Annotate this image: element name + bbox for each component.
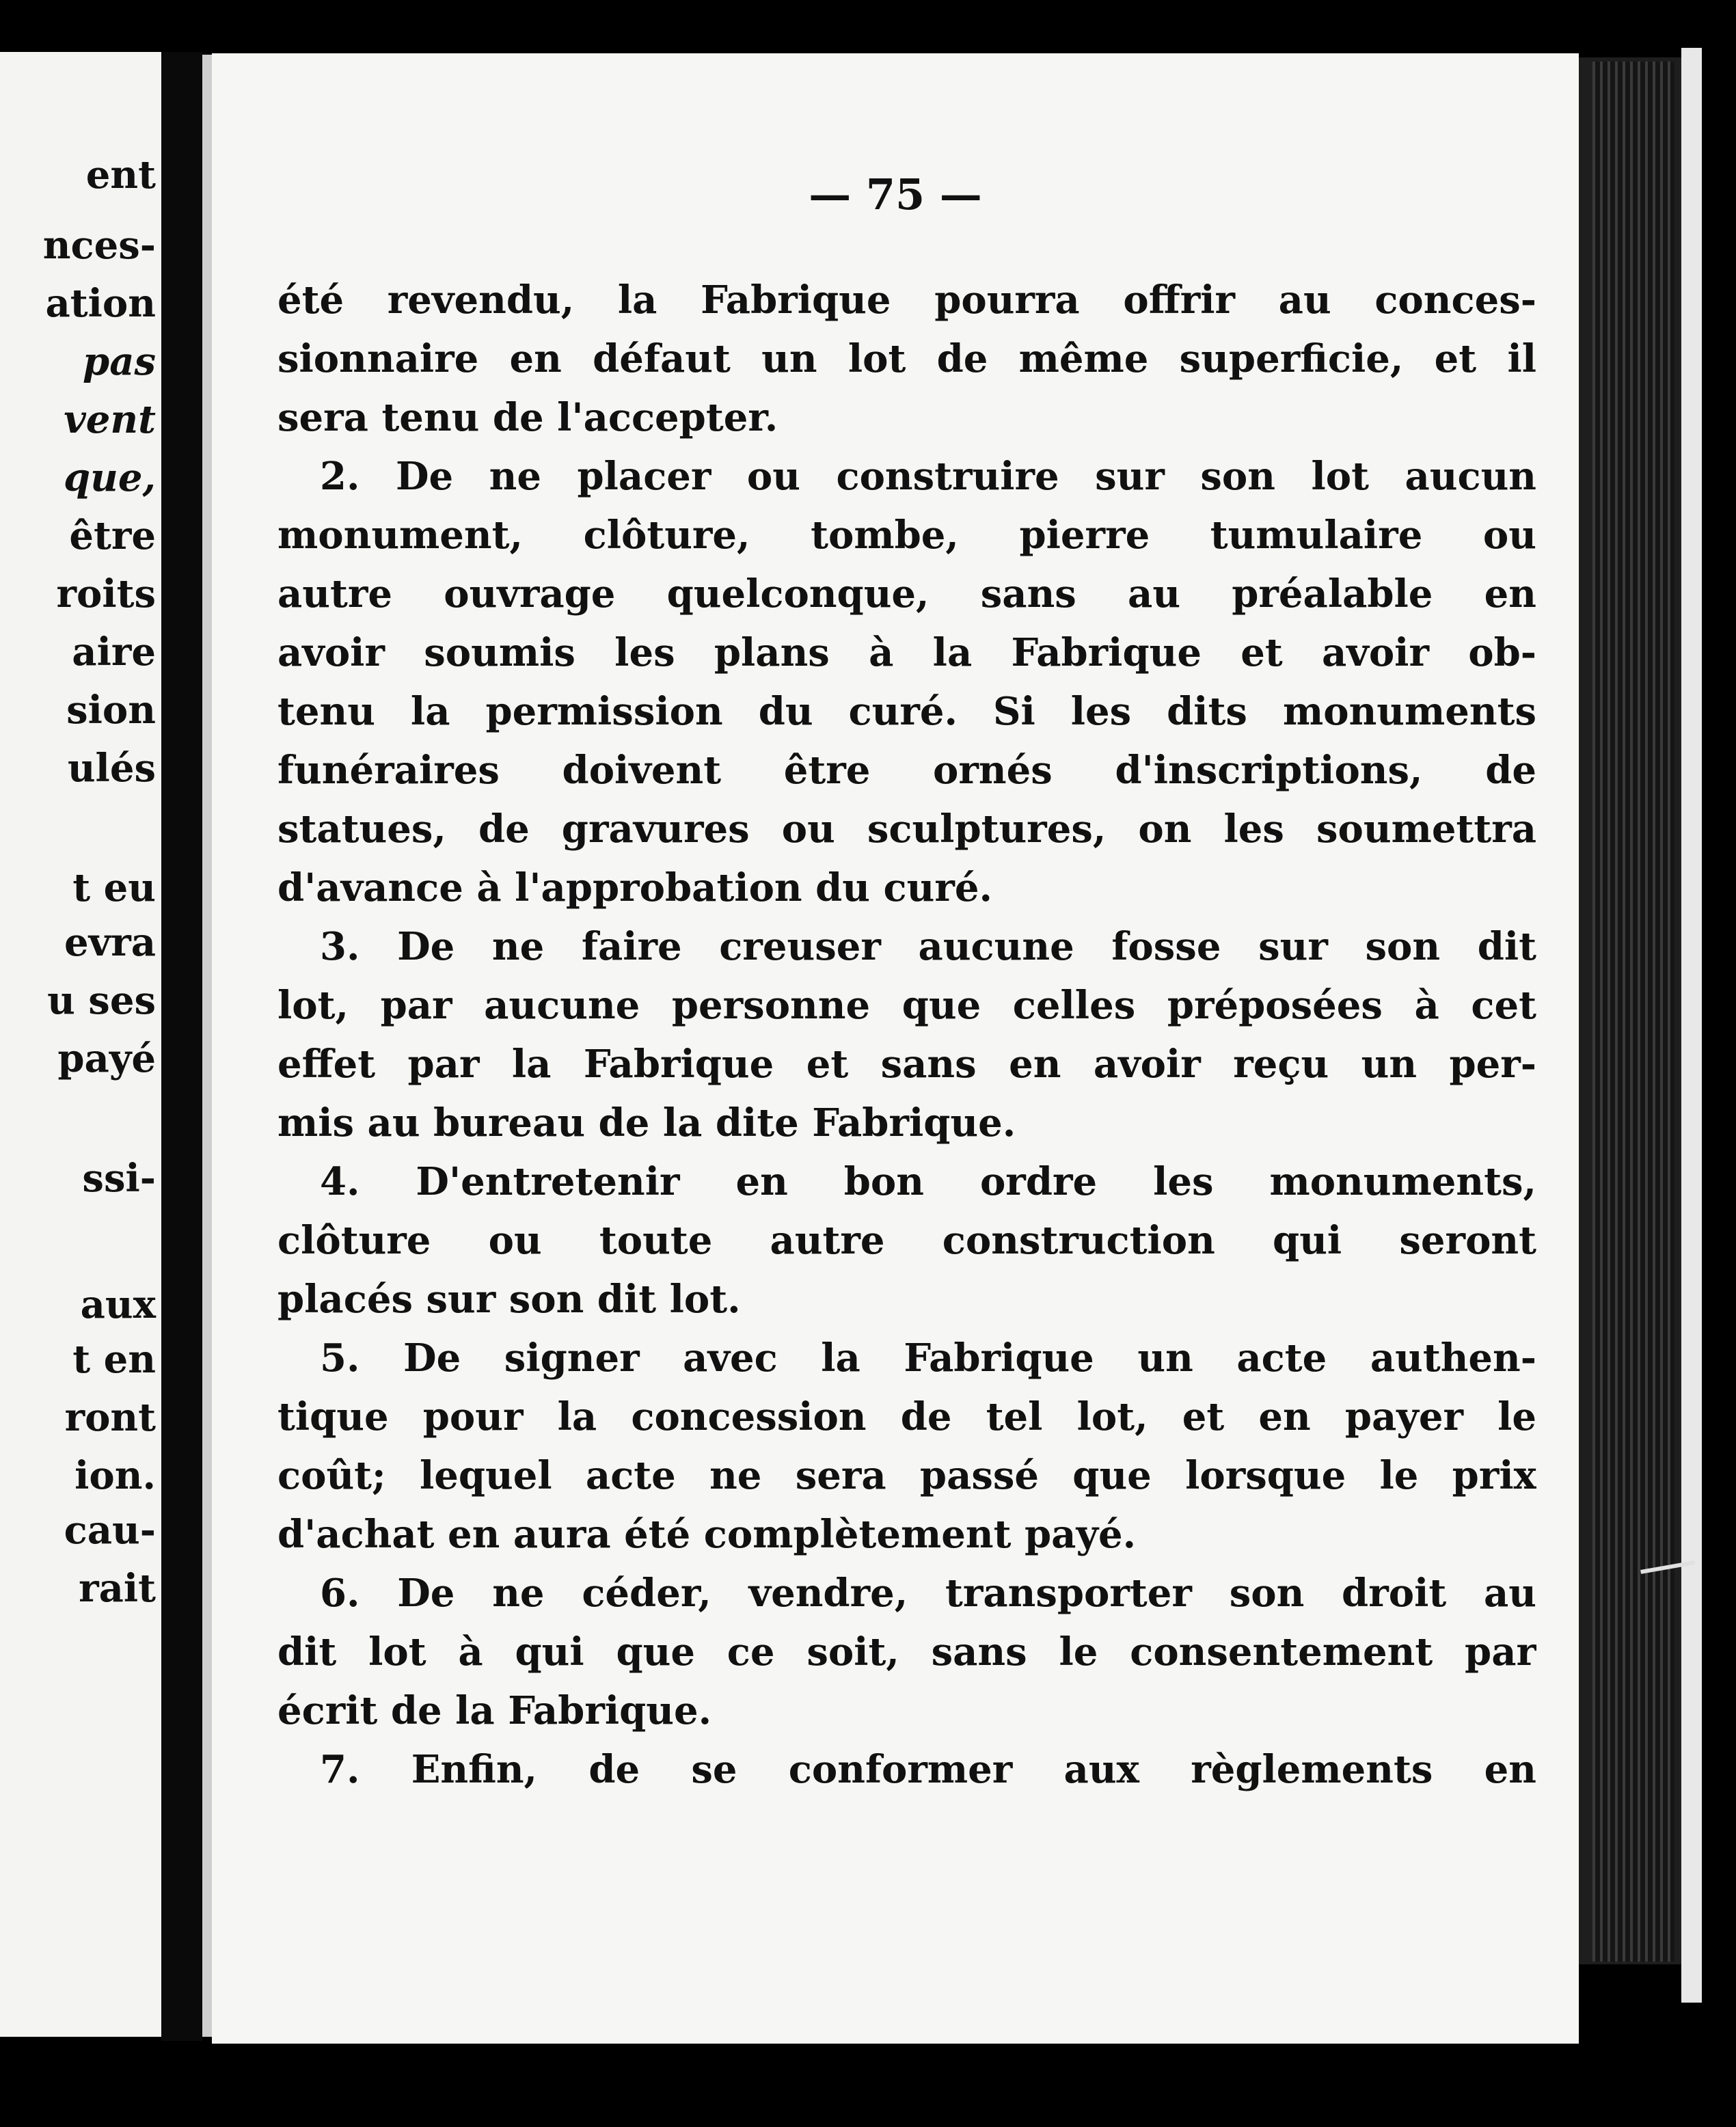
paragraph — [277, 1740, 1536, 1799]
left-page-fragment: evra — [64, 920, 156, 965]
left-page-fragment: aire — [72, 629, 156, 675]
left-page-fragment: vent — [64, 397, 156, 442]
text-line: 4. D'entretenir en bon ordre les monuments, — [320, 1159, 1536, 1204]
book-page — [212, 53, 1579, 2044]
text-line: coût; lequel acte ne sera passé que lorsque le prix — [277, 1453, 1536, 1498]
text-line: 5. De signer avec la Fabrique un acte authen- — [320, 1336, 1536, 1381]
left-page-fragment: ssi- — [82, 1156, 156, 1201]
text-line: dit lot à qui que ce soit, sans le consentement par — [277, 1629, 1536, 1675]
stacked-pages-edge — [1592, 62, 1674, 1962]
left-page-fragment: aux — [80, 1282, 156, 1327]
text-line: clôture ou toute autre construction qui seront — [277, 1218, 1536, 1263]
left-page-fragment: ation — [45, 281, 156, 326]
left-page-fragment: que, — [64, 455, 156, 500]
book-cover-edge — [1681, 48, 1702, 2003]
paragraph — [277, 1564, 1536, 1740]
text-line: placés sur son dit lot. — [277, 1277, 741, 1322]
left-page-fragment: t eu — [72, 865, 156, 910]
page-body — [277, 271, 1536, 1799]
left-page-fragment: pas — [83, 339, 156, 384]
paragraph — [277, 447, 1536, 917]
text-line: sionnaire en défaut un lot de même superficie, et il — [277, 336, 1536, 381]
left-page-fragment: ent — [85, 152, 156, 198]
text-line: statues, de gravures ou sculptures, on les soumettra — [277, 807, 1536, 852]
text-line: tique pour la concession de tel lot, et en payer le — [277, 1394, 1536, 1439]
left-page-fragment: cau- — [64, 1508, 156, 1553]
text-line: 6. De ne céder, vendre, transporter son droit au — [320, 1571, 1536, 1616]
text-line: tenu la permission du curé. Si les dits monuments — [277, 689, 1536, 734]
text-line: d'avance à l'approbation du curé. — [277, 865, 992, 910]
left-page-fragment: ion. — [74, 1453, 156, 1498]
text-line: autre ouvrage quelconque, sans au préalable en — [277, 571, 1536, 617]
left-page-fragment: payé — [57, 1036, 156, 1081]
text-line: 3. De ne faire creuser aucune fosse sur son dit — [320, 924, 1536, 969]
text-line: effet par la Fabrique et sans en avoir reçu un per- — [277, 1042, 1536, 1087]
text-line: écrit de la Fabrique. — [277, 1688, 712, 1733]
text-line: 2. De ne placer ou construire sur son lot aucun — [320, 454, 1536, 499]
text-line: été revendu, la Fabrique pourra offrir au conces- — [277, 277, 1536, 323]
paragraph — [277, 917, 1536, 1152]
text-line: lot, par aucune personne que celles préposées à cet — [277, 983, 1536, 1028]
left-page-fragment: sion — [66, 688, 156, 733]
text-line: sera tenu de l'accepter. — [277, 395, 778, 440]
left-page-fragment: ulés — [67, 746, 156, 791]
left-page-fragment: t en — [72, 1337, 156, 1382]
left-page-fragment: nces- — [42, 223, 156, 268]
text-line: avoir soumis les plans à la Fabrique et avoir ob- — [277, 630, 1536, 675]
text-line: mis au bureau de la dite Fabrique. — [277, 1100, 1016, 1146]
paragraph — [277, 1329, 1536, 1564]
left-page-fragment: être — [69, 513, 156, 558]
left-page-fragment: u ses — [47, 978, 156, 1023]
text-line: funéraires doivent être ornés d'inscriptions, de — [277, 748, 1536, 793]
left-page-fragment: ront — [64, 1395, 156, 1440]
paragraph — [277, 1152, 1536, 1329]
left-page-fragment: rait — [79, 1566, 156, 1611]
text-line: monument, clôture, tombe, pierre tumulaire ou — [277, 513, 1536, 558]
paragraph — [277, 271, 1536, 447]
left-facing-page — [0, 52, 161, 2037]
book-gutter — [161, 52, 202, 2041]
left-page-fragment: roits — [56, 571, 156, 617]
text-line: 7. Enfin, de se conformer aux règlements en — [320, 1747, 1536, 1792]
page-number: — 75 — — [809, 170, 982, 219]
text-line: d'achat en aura été complètement payé. — [277, 1512, 1137, 1557]
